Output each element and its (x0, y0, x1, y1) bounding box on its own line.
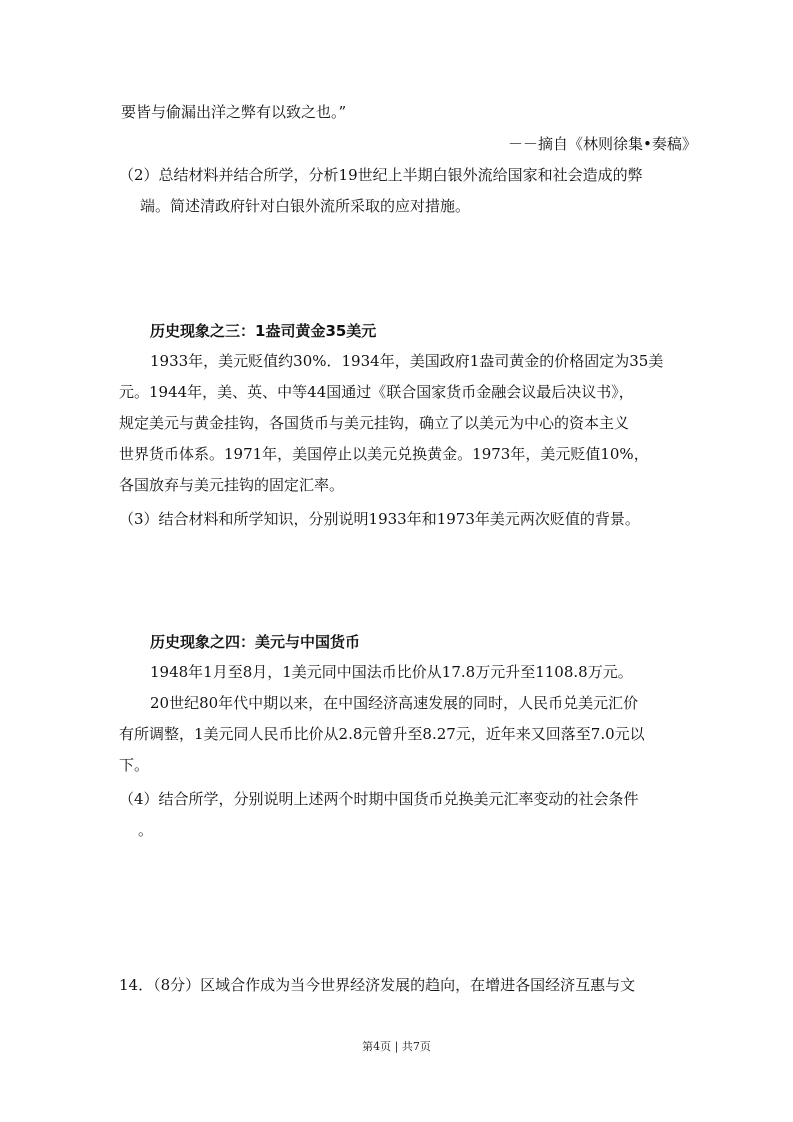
section-4-paragraph-2-line-2: 有所调整，1美元同人民币比价从2.8元曾升至8.27元，近年来又回落至7.0元以 (119, 725, 645, 743)
section-4-heading: 历史现象之四：美元与中国货币 (150, 633, 361, 651)
question-4-line-1: （4）结合所学，分别说明上述两个时期中国货币兑换美元汇率变动的社会条件 (119, 790, 639, 808)
question-14-line-1: 14．（8分）区域合作成为当今世界经济发展的趋向，在增进各国经济互惠与文 (119, 976, 636, 994)
quote-end-line: 要皆与偷漏出洋之弊有以致之也。” (121, 103, 347, 121)
question-2-line-2: 端。简述清政府针对白银外流所采取的应对措施。 (140, 197, 471, 215)
section-4-paragraph-2-line-1: 20世纪80年代中期以来，在中国经济高速发展的同时，人民币兑美元汇价 (150, 694, 639, 712)
section-3-paragraph-line-2: 元。1944年，美、英、中等44国通过《联合国家货币金融会议最后决议书》， (119, 383, 634, 401)
section-4-paragraph-1: 1948年1月至8月，1美元同中国法币比价从17.8万元升至1108.8万元。 (150, 663, 633, 681)
question-2-line-1: （2）总结材料并结合所学，分析19世纪上半期白银外流给国家和社会造成的弊 (119, 166, 643, 184)
section-3-heading: 历史现象之三：1盎司黄金35美元 (150, 322, 377, 340)
question-4-line-2: 。 (138, 821, 154, 839)
section-3-paragraph-line-5: 各国放弃与美元挂钩的固定汇率。 (119, 476, 345, 494)
section-3-paragraph-line-4: 世界货币体系。1971年，美国停止以美元兑换黄金。1973年，美元贬值10%， (119, 445, 649, 463)
section-3-paragraph-line-1: 1933年，美元贬值约30%．1934年，美国政府1盎司黄金的价格固定为35美 (150, 352, 664, 370)
question-3: （3）结合材料和所学知识，分别说明1933年和1973年美元两次贬值的背景。 (119, 510, 640, 528)
section-4-paragraph-2-line-3: 下。 (119, 756, 150, 774)
page-footer: 第4页 | 共7页 (362, 1040, 431, 1053)
section-3-paragraph-line-3: 规定美元与黄金挂钩，各国货币与美元挂钩，确立了以美元为中心的资本主义 (119, 414, 630, 432)
quote-source: －－摘自《林则徐集•奏稿》 (508, 135, 697, 153)
